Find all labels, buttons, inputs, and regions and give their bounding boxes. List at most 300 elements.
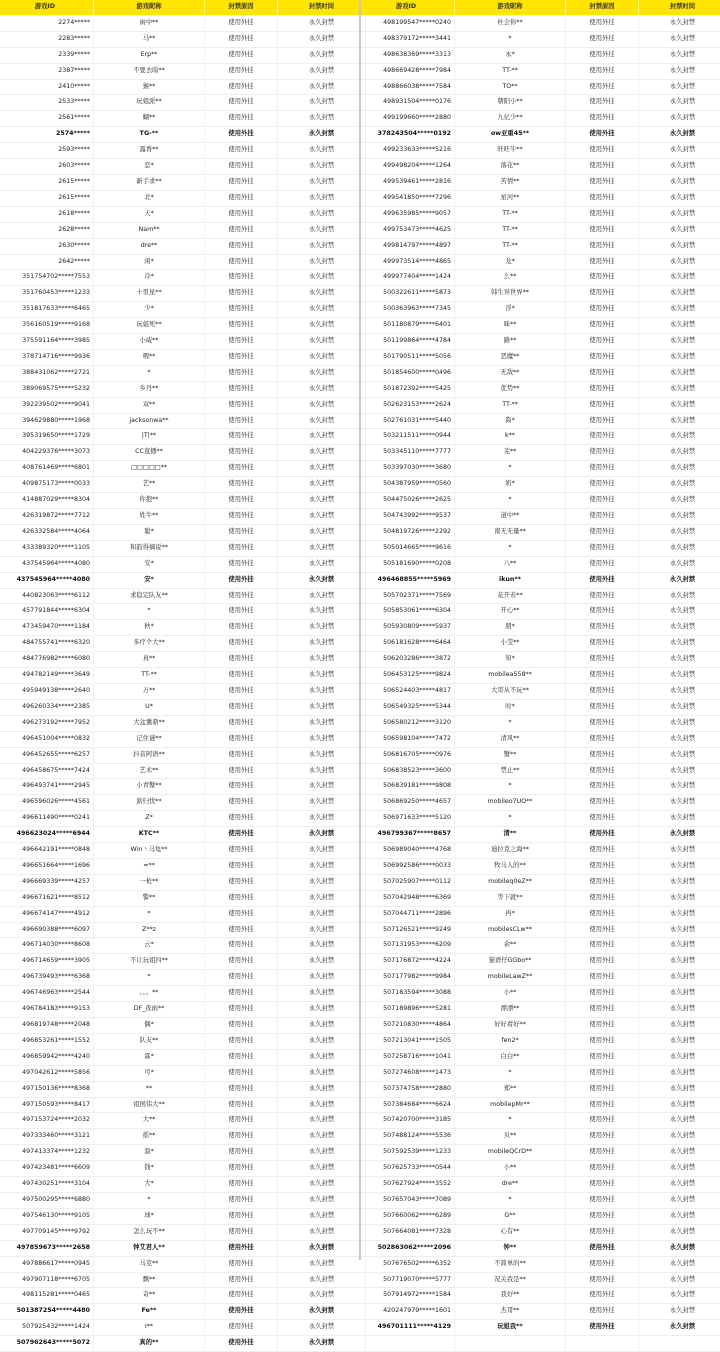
nickname-cell: 偶* xyxy=(94,1018,205,1034)
ban-time-cell: 永久封禁 xyxy=(639,47,720,63)
nickname-cell: 苦情** xyxy=(455,174,566,190)
ban-time-cell: 永久封禁 xyxy=(639,890,720,906)
ban-time-cell: 永久封禁 xyxy=(639,365,720,381)
nickname-cell: 玩姐派** xyxy=(94,95,205,111)
table-row xyxy=(0,47,366,63)
ban-reason-cell: 使用外挂 xyxy=(205,1336,278,1352)
game-id-cell: 496714659*****3905 xyxy=(0,954,94,970)
ban-time-cell: 永久封禁 xyxy=(278,540,366,556)
nickname-cell: 少* xyxy=(94,302,205,318)
nickname-cell: 露香** xyxy=(94,143,205,159)
nickname-cell: mobilea558** xyxy=(455,668,566,684)
table-row xyxy=(0,509,366,525)
nickname-cell: 朋* xyxy=(455,620,566,636)
ban-time-cell: 永久封禁 xyxy=(639,1320,720,1336)
ban-time-cell: 永久封禁 xyxy=(639,63,720,79)
table-row xyxy=(361,1065,720,1081)
ban-time-cell: 永久封禁 xyxy=(639,461,720,477)
table-row xyxy=(0,1097,366,1113)
ban-time-cell: 永久封禁 xyxy=(639,1002,720,1018)
table-row xyxy=(0,668,366,684)
table-row xyxy=(0,238,366,254)
nickname-cell: 优势** xyxy=(455,381,566,397)
nickname-cell: fen2* xyxy=(455,1033,566,1049)
ban-time-cell: 永久封禁 xyxy=(278,1113,366,1129)
ban-reason-cell: 使用外挂 xyxy=(205,254,278,270)
nickname-cell: 牧马人的** xyxy=(455,858,566,874)
nickname-cell: 记住谜** xyxy=(94,731,205,747)
game-id-cell: 497042612*****5856 xyxy=(0,1065,94,1081)
game-id-cell: 497500295*****6880 xyxy=(0,1192,94,1208)
nickname-cell: 大* xyxy=(94,1177,205,1193)
ban-time-cell: 永久封禁 xyxy=(278,365,366,381)
ban-time-cell: 永久封禁 xyxy=(639,572,720,588)
table-row xyxy=(361,1129,720,1145)
game-id-cell: 499977404*****1424 xyxy=(361,270,455,286)
table-row xyxy=(361,445,720,461)
table-row xyxy=(361,397,720,413)
nickname-cell: 猴** xyxy=(94,79,205,95)
table-row xyxy=(0,858,366,874)
ban-reason-cell: 使用外挂 xyxy=(205,779,278,795)
game-id-cell: 507660062*****6289 xyxy=(361,1208,455,1224)
ban-reason-cell: 使用外挂 xyxy=(566,509,639,525)
ban-reason-cell: 使用外挂 xyxy=(205,620,278,636)
ban-reason-cell: 使用外挂 xyxy=(566,604,639,620)
ban-reason-cell: 使用外挂 xyxy=(566,668,639,684)
ban-time-cell: 永久封禁 xyxy=(278,652,366,668)
table-row xyxy=(361,429,720,445)
table-row xyxy=(0,1224,366,1240)
nickname-cell: 落花** xyxy=(455,159,566,175)
game-id-cell: 507025907*****0112 xyxy=(361,874,455,890)
ban-reason-cell: 使用外挂 xyxy=(566,429,639,445)
nickname-cell: mobileo7UO** xyxy=(455,795,566,811)
nickname-cell: 南无无量** xyxy=(455,524,566,540)
ban-time-cell: 永久封禁 xyxy=(639,779,720,795)
table-row xyxy=(361,715,720,731)
table-row xyxy=(361,1049,720,1065)
ban-time-cell: 永久封禁 xyxy=(639,1129,720,1145)
ban-reason-cell: 使用外挂 xyxy=(566,954,639,970)
nickname-cell: 霖* xyxy=(94,1049,205,1065)
nickname-cell: TT-** xyxy=(455,397,566,413)
nickname-cell: 真的** xyxy=(94,1336,205,1352)
nickname-cell: Z* xyxy=(94,811,205,827)
ban-reason-cell: 使用外挂 xyxy=(205,349,278,365)
nickname-cell: 多疗个大** xyxy=(94,636,205,652)
nickname-cell: G** xyxy=(455,1208,566,1224)
ban-time-cell: 永久封禁 xyxy=(639,1049,720,1065)
ban-time-cell: 永久封禁 xyxy=(639,397,720,413)
table-row xyxy=(0,174,366,190)
table-row xyxy=(361,683,720,699)
ban-time-cell: 永久封禁 xyxy=(278,922,366,938)
game-id-cell: 507925432*****1424 xyxy=(0,1320,94,1336)
table-row xyxy=(0,63,366,79)
game-id-cell: 505930809*****5937 xyxy=(361,620,455,636)
table-row xyxy=(0,572,366,588)
game-id-cell: 498199547*****0240 xyxy=(361,15,455,31)
game-id-cell: 496746963*****2544 xyxy=(0,986,94,1002)
ban-reason-cell: 使用外挂 xyxy=(566,1145,639,1161)
ban-reason-cell: 使用外挂 xyxy=(205,668,278,684)
ban-time-cell: 永久封禁 xyxy=(278,779,366,795)
ban-time-cell: 永久封禁 xyxy=(278,445,366,461)
nickname-cell: * xyxy=(455,31,566,47)
nickname-cell: 等下就** xyxy=(455,890,566,906)
table-row xyxy=(361,1208,720,1224)
nickname-cell: * xyxy=(455,1192,566,1208)
game-id-cell: 496739493*****6368 xyxy=(0,970,94,986)
game-id-cell: 506598104*****7472 xyxy=(361,731,455,747)
table-row xyxy=(361,1145,720,1161)
ban-time-cell: 永久封禁 xyxy=(278,906,366,922)
ban-reason-cell: 使用外挂 xyxy=(566,1304,639,1320)
table-row xyxy=(361,1113,720,1129)
table-row xyxy=(0,954,366,970)
ban-reason-cell: 使用外挂 xyxy=(566,636,639,652)
nickname-cell: 芜** xyxy=(455,445,566,461)
nickname-cell: Erp** xyxy=(94,47,205,63)
nickname-cell: 大哥从不玩** xyxy=(455,683,566,699)
table-row xyxy=(361,461,720,477)
nickname-cell: 真** xyxy=(94,652,205,668)
table-row xyxy=(361,699,720,715)
table-row xyxy=(0,970,366,986)
ban-time-cell: 永久封禁 xyxy=(639,731,720,747)
ban-reason-cell: 使用外挂 xyxy=(566,779,639,795)
table-row xyxy=(361,47,720,63)
game-id-cell: 507657043*****7089 xyxy=(361,1192,455,1208)
table-row xyxy=(361,174,720,190)
nickname-cell: Nam** xyxy=(94,222,205,238)
table-row xyxy=(361,1161,720,1177)
table-row xyxy=(0,477,366,493)
table-row xyxy=(0,1240,366,1256)
ban-reason-cell: 使用外挂 xyxy=(205,1240,278,1256)
ban-time-cell: 永久封禁 xyxy=(639,715,720,731)
game-id-cell: 506839181*****9808 xyxy=(361,779,455,795)
nickname-cell: 小青蟹** xyxy=(94,779,205,795)
ban-reason-cell: 使用外挂 xyxy=(205,238,278,254)
nickname-cell: 新手求** xyxy=(94,174,205,190)
ban-reason-cell: 使用外挂 xyxy=(205,31,278,47)
table-row xyxy=(0,1002,366,1018)
ban-reason-cell: 使用外挂 xyxy=(566,843,639,859)
ban-time-cell: 永久封禁 xyxy=(278,556,366,572)
nickname-cell: * xyxy=(455,779,566,795)
table-row xyxy=(0,620,366,636)
ban-reason-cell: 使用外挂 xyxy=(566,1161,639,1177)
ban-reason-cell: 使用外挂 xyxy=(205,683,278,699)
ban-time-cell: 永久封禁 xyxy=(278,1272,366,1288)
table-row xyxy=(0,938,366,954)
table-row xyxy=(361,604,720,620)
ban-reason-cell: 使用外挂 xyxy=(205,652,278,668)
game-id-cell: 496468855*****5969 xyxy=(361,572,455,588)
game-id-cell: 502761031*****5440 xyxy=(361,413,455,429)
nickname-cell: 恶魔** xyxy=(455,349,566,365)
ban-time-cell: 永久封禁 xyxy=(278,858,366,874)
game-id-cell: 498115281*****0465 xyxy=(0,1288,94,1304)
game-id-cell: 389069575*****5232 xyxy=(0,381,94,397)
game-id-cell: 437545964*****4080 xyxy=(0,572,94,588)
ban-reason-cell: 使用外挂 xyxy=(205,397,278,413)
game-id-cell: 505702371*****7569 xyxy=(361,588,455,604)
nickname-cell: 韩生异世界** xyxy=(455,286,566,302)
nickname-cell: 小莹** xyxy=(455,636,566,652)
ban-time-cell: 永久封禁 xyxy=(639,429,720,445)
game-id-cell: 498638369*****3313 xyxy=(361,47,455,63)
ban-reason-cell: 使用外挂 xyxy=(205,1177,278,1193)
table-row xyxy=(0,1304,366,1320)
header-nickname: 游戏昵称 xyxy=(455,0,566,15)
table-row xyxy=(361,302,720,318)
ban-reason-cell: 使用外挂 xyxy=(205,922,278,938)
ban-reason-cell: 使用外挂 xyxy=(566,1113,639,1129)
game-id-cell: 497413374*****1232 xyxy=(0,1145,94,1161)
ban-reason-cell: 使用外挂 xyxy=(205,1145,278,1161)
ban-reason-cell: 使用外挂 xyxy=(205,47,278,63)
game-id-cell: 504387959*****0560 xyxy=(361,477,455,493)
ban-time-cell: 永久封禁 xyxy=(278,620,366,636)
ban-reason-cell: 使用外挂 xyxy=(205,174,278,190)
table-row xyxy=(361,652,720,668)
ban-time-cell: 永久封禁 xyxy=(639,652,720,668)
ban-reason-cell: 使用外挂 xyxy=(205,747,278,763)
nickname-cell: 八** xyxy=(455,556,566,572)
ban-reason-cell: 使用外挂 xyxy=(205,715,278,731)
ban-time-cell: 永久封禁 xyxy=(639,588,720,604)
table-row xyxy=(361,127,720,143)
ban-reason-cell: 使用外挂 xyxy=(566,1272,639,1288)
ban-reason-cell: 使用外挂 xyxy=(205,1320,278,1336)
nickname-cell: 雨中** xyxy=(94,15,205,31)
nickname-cell: mobileQCrD** xyxy=(455,1145,566,1161)
ban-time-cell: 永久封禁 xyxy=(278,95,366,111)
table-row xyxy=(361,1192,720,1208)
ban-reason-cell: 使用外挂 xyxy=(566,890,639,906)
ban-reason-cell: 使用外挂 xyxy=(566,970,639,986)
nickname-cell: k** xyxy=(455,429,566,445)
ban-reason-cell: 使用外挂 xyxy=(566,906,639,922)
table-row xyxy=(0,1018,366,1034)
nickname-cell: 安* xyxy=(94,556,205,572)
ban-time-cell: 永久封禁 xyxy=(639,190,720,206)
ban-time-cell: 永久封禁 xyxy=(639,174,720,190)
ban-time-cell: 永久封禁 xyxy=(278,1081,366,1097)
ban-time-cell: 永久封禁 xyxy=(278,159,366,175)
game-id-cell: 496651664*****1696 xyxy=(0,858,94,874)
table-row xyxy=(0,1033,366,1049)
ban-time-cell: 永久封禁 xyxy=(278,79,366,95)
ban-reason-cell: 使用外挂 xyxy=(566,397,639,413)
ban-reason-cell: 使用外挂 xyxy=(566,190,639,206)
nickname-cell: mobilesCLw** xyxy=(455,922,566,938)
ban-time-cell: 永久封禁 xyxy=(278,1129,366,1145)
game-id-cell: 426332584*****4064 xyxy=(0,524,94,540)
game-id-cell: 506869250*****4657 xyxy=(361,795,455,811)
game-id-cell: 501872392*****5425 xyxy=(361,381,455,397)
game-id-cell: 392239502*****9041 xyxy=(0,397,94,413)
nickname-cell: 聪* xyxy=(94,524,205,540)
ban-time-cell: 永久封禁 xyxy=(278,1208,366,1224)
nickname-cell: mobileq0eZ** xyxy=(455,874,566,890)
table-row xyxy=(361,938,720,954)
ban-time-cell: 永久封禁 xyxy=(639,270,720,286)
game-id-cell: 504819726*****2292 xyxy=(361,524,455,540)
nickname-cell: 奇** xyxy=(94,1288,205,1304)
game-id-cell: 507258716*****1041 xyxy=(361,1049,455,1065)
ban-time-cell: 永久封禁 xyxy=(639,1065,720,1081)
nickname-cell: CC直播** xyxy=(94,445,205,461)
table-row xyxy=(0,334,366,350)
table-row xyxy=(361,1272,720,1288)
header-ban-reason: 封禁原因 xyxy=(566,0,639,15)
table-row xyxy=(0,413,366,429)
nickname-cell: 北* xyxy=(94,190,205,206)
ban-reason-cell: 使用外挂 xyxy=(566,286,639,302)
table-row xyxy=(361,206,720,222)
ban-reason-cell: 使用外挂 xyxy=(566,222,639,238)
table-row xyxy=(361,95,720,111)
table-row xyxy=(0,1177,366,1193)
ban-reason-cell: 使用外挂 xyxy=(205,986,278,1002)
ban-reason-cell: 使用外挂 xyxy=(205,79,278,95)
ban-reason-cell: 使用外挂 xyxy=(566,159,639,175)
nickname-cell: 好好看好** xyxy=(455,1018,566,1034)
ban-reason-cell: 使用外挂 xyxy=(566,111,639,127)
ban-reason-cell: 使用外挂 xyxy=(205,1272,278,1288)
table-row xyxy=(0,652,366,668)
game-id-cell: 496458675*****7424 xyxy=(0,763,94,779)
table-row xyxy=(0,540,366,556)
table-row xyxy=(0,1288,366,1304)
game-id-cell: 498379172*****3441 xyxy=(361,31,455,47)
game-id-cell: 506549325*****5344 xyxy=(361,699,455,715)
game-id-cell: 506992586*****0033 xyxy=(361,858,455,874)
game-id-cell: 498866038*****7584 xyxy=(361,79,455,95)
ban-time-cell: 永久封禁 xyxy=(639,795,720,811)
ban-reason-cell: 使用外挂 xyxy=(566,715,639,731)
game-id-cell: 506580212*****3120 xyxy=(361,715,455,731)
ban-reason-cell: 使用外挂 xyxy=(566,795,639,811)
ban-reason-cell: 使用外挂 xyxy=(205,143,278,159)
table-row xyxy=(361,349,720,365)
ban-time-cell: 永久封禁 xyxy=(639,477,720,493)
game-id-cell: 499753473*****4625 xyxy=(361,222,455,238)
table-row xyxy=(361,381,720,397)
ban-time-cell: 永久封禁 xyxy=(639,683,720,699)
nickname-cell: 况关我是** xyxy=(455,1272,566,1288)
ban-time-cell: 永久封禁 xyxy=(278,349,366,365)
table-row xyxy=(0,1320,366,1336)
nickname-cell: 小** xyxy=(455,1161,566,1177)
table-row xyxy=(0,683,366,699)
table-row xyxy=(361,890,720,906)
table-row xyxy=(361,731,720,747)
ban-reason-cell: 使用外挂 xyxy=(205,604,278,620)
ban-time-cell: 永久封禁 xyxy=(639,206,720,222)
ban-time-cell: 永久封禁 xyxy=(278,1240,366,1256)
game-id-cell: 496260334*****2385 xyxy=(0,699,94,715)
game-id-cell: 496623024*****6944 xyxy=(0,827,94,843)
game-id-cell: 395319650*****1729 xyxy=(0,429,94,445)
ban-reason-cell: 使用外挂 xyxy=(566,1192,639,1208)
ban-time-cell: 永久封禁 xyxy=(639,1304,720,1320)
game-id-cell: 497150136*****8368 xyxy=(0,1081,94,1097)
table-row xyxy=(0,95,366,111)
ban-time-cell: 永久封禁 xyxy=(278,270,366,286)
table-row xyxy=(0,1145,366,1161)
game-id-cell: 506989040*****4768 xyxy=(361,843,455,859)
ban-reason-cell: 使用外挂 xyxy=(205,1065,278,1081)
ban-reason-cell: 使用外挂 xyxy=(566,938,639,954)
game-id-cell: 351760453*****1233 xyxy=(0,286,94,302)
nickname-cell: 路** xyxy=(455,334,566,350)
nickname-cell: 知* xyxy=(455,652,566,668)
ban-time-cell: 永久封禁 xyxy=(639,318,720,334)
table-row xyxy=(361,493,720,509)
game-id-cell: 2642***** xyxy=(0,254,94,270)
nickname-cell xyxy=(455,1336,566,1352)
game-id-cell: 437545964*****4080 xyxy=(0,556,94,572)
ban-time-cell: 永久封禁 xyxy=(639,445,720,461)
ban-reason-cell: 使用外挂 xyxy=(205,477,278,493)
nickname-cell: 冷* xyxy=(94,270,205,286)
game-id-cell: 496273192*****7952 xyxy=(0,715,94,731)
table-row xyxy=(361,858,720,874)
ban-reason-cell: 使用外挂 xyxy=(566,1081,639,1097)
game-id-cell: 507962643*****5072 xyxy=(0,1336,94,1352)
ban-reason-cell: 使用外挂 xyxy=(205,381,278,397)
game-id-cell: 507131953*****6209 xyxy=(361,938,455,954)
ban-reason-cell: 使用外挂 xyxy=(205,1288,278,1304)
ban-time-cell: 永久封禁 xyxy=(278,1288,366,1304)
ban-time-cell: 永久封禁 xyxy=(639,79,720,95)
table-row xyxy=(361,747,720,763)
game-id-cell: 506838523*****3600 xyxy=(361,763,455,779)
ban-reason-cell: 使用外挂 xyxy=(566,572,639,588)
ban-time-cell: 永久封禁 xyxy=(639,1033,720,1049)
nickname-cell: |T|** xyxy=(94,429,205,445)
game-id-cell: 505014665*****9616 xyxy=(361,540,455,556)
ban-time-cell: 永久封禁 xyxy=(639,1081,720,1097)
ban-reason-cell: 使用外挂 xyxy=(205,1002,278,1018)
ban-reason-cell: 使用外挂 xyxy=(566,461,639,477)
ban-time-cell: 永久封禁 xyxy=(639,95,720,111)
ban-reason-cell: 使用外挂 xyxy=(205,286,278,302)
game-id-cell: 496671621*****8512 xyxy=(0,890,94,906)
ban-reason-cell: 使用外挂 xyxy=(205,795,278,811)
ban-reason-cell: 使用外挂 xyxy=(566,858,639,874)
table-row xyxy=(361,334,720,350)
table-row xyxy=(0,1049,366,1065)
table-row xyxy=(0,699,366,715)
nickname-cell: Fe** xyxy=(94,1304,205,1320)
nickname-cell: 飘** xyxy=(94,1272,205,1288)
game-id-cell: 484776982*****6080 xyxy=(0,652,94,668)
game-id-cell: 496701111*****4129 xyxy=(361,1320,455,1336)
ban-reason-cell: 使用外挂 xyxy=(566,1320,639,1336)
table-row xyxy=(0,206,366,222)
table-row xyxy=(361,31,720,47)
nickname-cell: 恋* xyxy=(94,159,205,175)
ban-time-cell: 永久封禁 xyxy=(278,429,366,445)
ban-time-cell: 永久封禁 xyxy=(639,604,720,620)
table-row xyxy=(0,906,366,922)
